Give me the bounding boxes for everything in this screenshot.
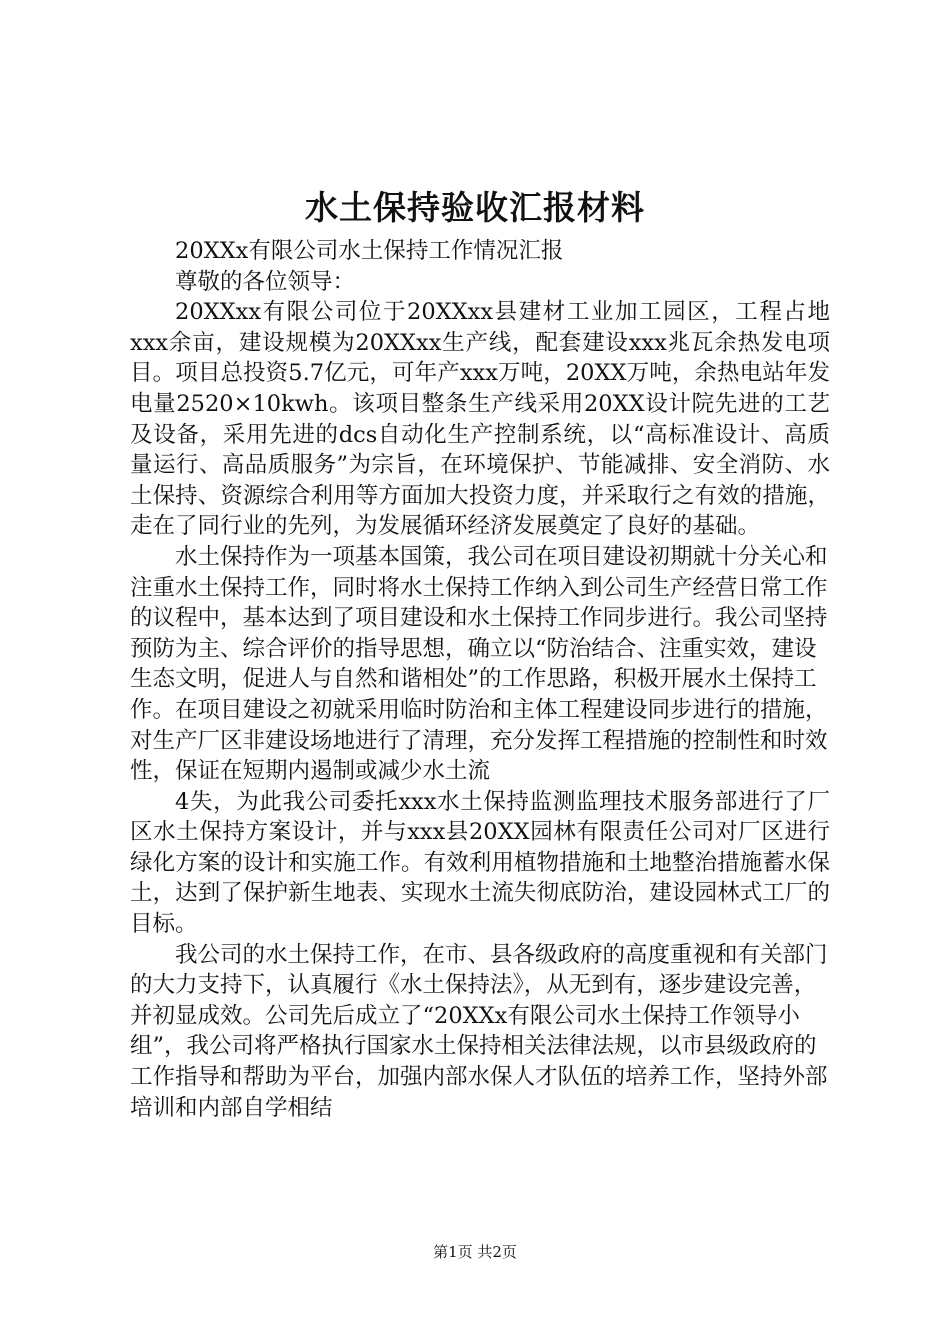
paragraph-soil-policy: 水土保持作为一项基本国策，我公司在项目建设初期就十分关心和注重水土保持工作，同时将水土保持工作纳入到公司生产经营日常工作的议程中，基本达到了项目建设和水土保持工作同步进行。我公司坚持预防为主、综合评价的指导思想，确立以“防治结合、注重实效，建设生态文明，促进人与自然和谐相处”的工作思路，积极开展水土保持工作。在项目建设之初就采用临时防治和主体工程建设同步进行的措施，对生产厂区非建设场地进行了清理，充分发挥工程措施的控制性和时效性，保证在短期内遏制或减少水土流 bbox=[130, 543, 828, 785]
document-title: 水土保持验收汇报材料 bbox=[305, 188, 645, 227]
page-number-footer: 第1页 共2页 bbox=[433, 1243, 517, 1261]
paragraph-design-measures: 4失，为此我公司委托xxx水土保持监测监理技术服务部进行了厂区水土保持方案设计，并与xxx县20XX园林有限责任公司对厂区进行绿化方案的设计和实施工作。有效利用植物措施和土地整治措施蓄水保土，达到了保护新生地表、实现水土流失彻底防治，建设园林式工厂的目标。 bbox=[130, 788, 830, 938]
paragraph-company-overview: 20XXxx有限公司位于20XXxx县建材工业加工园区，工程占地xxx余亩，建设规模为20XXxx生产线，配套建设xxx兆瓦余热发电项目。项目总投资5.7亿元，可年产xxx万吨，20XX万吨，余热电站年发电量2520×10kwh。该项目整条生产线采用20XX设计院先进的工艺及设备，采用先进的dcs自动化生产控制系统，以“高标准设计、高质量运行、高品质服务”为宗旨，在环境保护、节能减排、安全消防、水土保持、资源综合利用等方面加大投资力度，并采取行之有效的措施，走在了同行业的先列，为发展循环经济发展奠定了良好的基础。 bbox=[130, 299, 830, 540]
salutation-line: 尊敬的各位领导： bbox=[175, 268, 356, 295]
document-body bbox=[130, 236, 830, 1123]
paragraph-achievements: 我公司的水土保持工作，在市、县各级政府的高度重视和有关部门的大力支持下，认真履行《水土保持法》，从无到有，逐步建设完善，并初显成效。公司先后成立了“20XXx有限公司水土保持工作领导小组”，我公司将严格执行国家水土保持相关法律法规，以市县级政府的工作指导和帮助为平台，加强内部水保人才队伍的培养工作，坚持外部培训和内部自学相结 bbox=[130, 941, 828, 1121]
report-heading-line: 20XXx有限公司水土保持工作情况汇报 bbox=[175, 238, 564, 264]
